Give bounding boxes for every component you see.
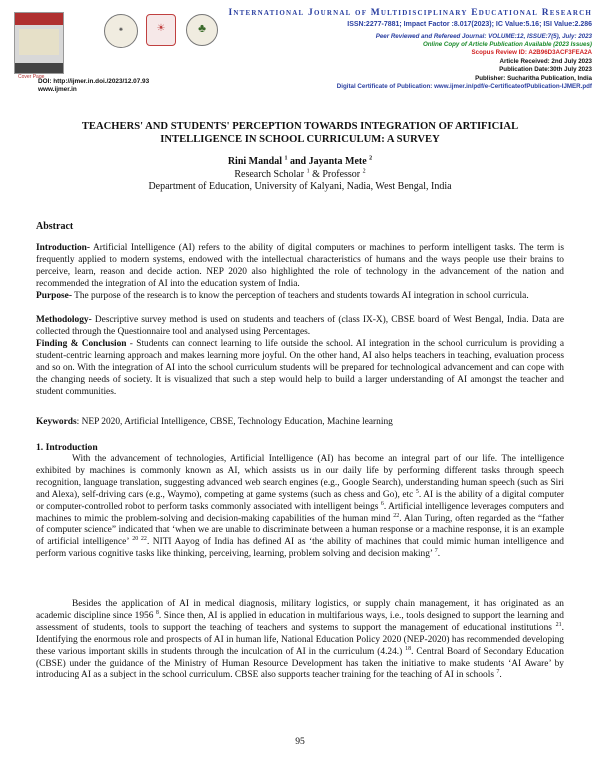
author-1: Rini Mandal: [227, 156, 282, 167]
introduction-paragraph-1: [36, 454, 564, 561]
author-roles: [40, 169, 560, 180]
abstract-findings: [36, 339, 564, 399]
author-1-mark: 1: [284, 155, 288, 162]
publisher-line: Publisher: Sucharitha Publication, India: [475, 75, 592, 82]
role-1-mark: 1: [306, 168, 310, 175]
cover-page-thumbnail: [14, 12, 64, 74]
online-copy-line: Online Copy of Article Publication Available (2023 Issues): [422, 41, 592, 48]
publisher-logo: ☀: [146, 14, 176, 46]
text-span: . AI is the ability of a digital computer or computer-controlled robot to perform tasks commonly associated with intelligent beings: [36, 489, 564, 512]
text-span: .: [437, 549, 441, 560]
intro-label: Introduction-: [36, 243, 91, 253]
method-text: Descriptive survey method is used on students and teachers of (class IX-X), CBSE board of West Bengal, India. Data are collected through the Questionnaire tool and analysed using Percentages.: [36, 315, 564, 337]
scopus-id-line: Scopus Review ID: A2B96D3ACF3FEA2A: [471, 49, 592, 56]
text-span: .: [499, 670, 502, 681]
citation: 20 22: [132, 536, 147, 543]
publication-date: Publication Date:30th July 2023: [499, 66, 592, 73]
author-join: and: [287, 156, 309, 167]
received-date: Article Received: 2nd July 2023: [499, 58, 592, 65]
keywords-label: Keywords: [36, 417, 77, 427]
finding-label: Finding & Conclusion: [36, 339, 127, 349]
citation: 21: [555, 621, 562, 628]
introduction-paragraph-2: [36, 599, 564, 682]
abstract-methodology: [36, 315, 564, 339]
text-span: . Alan Turing, often regarded as the “father of computer science” indicated that ‘when we are unable to discriminate between a human response or a machine response, it is an example of artificial intelligence’: [36, 513, 564, 548]
text-span: . NITI Aayog of India has defined AI as ‘the ability of machines that could mimic human intelligence and perform various cognitive tasks like thinking, perceiving, learning, problem solving and decision making’: [36, 537, 564, 560]
citation: 7: [434, 548, 438, 555]
text-span: With the advancement of technologies, Artificial Intelligence (AI) has become an integral part of our life. The intelligence exhibited by machines is commonly known as AI, which assists us in our daily life by performing different tasks through speech recognition, language translation, suggesting advanced web search engines (e.g., Google Search), understanding human speech (such as Siri and Alexa), self-driving cars (e.g., Waymo), competing at game systems (such as chess and Go), etc: [36, 454, 564, 500]
website-link[interactable]: www.ijmer.in: [38, 86, 77, 93]
page-number: 95: [295, 736, 305, 747]
citation: 22: [393, 512, 400, 519]
role-1: Research Scholar: [234, 169, 305, 180]
finding-text: - Students can connect learning to life outside the school. AI integration in the school curriculum is providing a student-centric learning approach and makes learning more joyful. On the other hand, AI also helps teachers in teaching, evaluation process and so on. With the integration of AI into the school curriculum students will be prepared for technological advancement and can cope with the changing needs of society. It is visualized that such a step would help to build a larger understanding of AI amongst the teacher and student communities.: [36, 339, 564, 397]
method-label: Methodology-: [36, 315, 92, 325]
citation: 18: [405, 645, 412, 652]
intro-text: Artificial Intelligence (AI) refers to the ability of digital computers or machines to perform intelligent tasks. The term is frequently applied to modern systems, endowed with the intellectual characteristics of humans and the ways people use their brains to perceive, learn, reason and decide action. NEP 2020 also highlighted the role of technology in the advancement of the nation and recommended the integration of AI into the education system of India.: [36, 243, 564, 289]
citation: 5: [415, 488, 419, 495]
citation: 6: [380, 500, 384, 507]
author-2: Jayanta Mete: [308, 156, 367, 167]
cover-caption: Cover Page: [18, 74, 45, 80]
abstract-purpose: [36, 291, 564, 303]
introduction-heading: 1. Introduction: [36, 442, 98, 453]
paper-title: [40, 120, 560, 146]
text-span: . Artificial intelligence leverages computers and machines to mimic the problem-solving and decision-making capabilities of the human mind: [36, 501, 564, 524]
abstract-introduction: [36, 243, 564, 291]
abstract-heading: Abstract: [36, 221, 74, 232]
role-join: &: [309, 169, 323, 180]
journal-seal-logo: ✺: [104, 14, 138, 48]
text-span: . Since then, AI is applied in education in multifarious ways, i.e., tools designed to support the learning and assessment of students, tools to support the teaching of teachers and systems to support the management of educational institutions: [36, 610, 564, 633]
keywords: [36, 417, 564, 429]
issn-line: ISSN:2277-7881; Impact Factor :8.017(2023); IC Value:5.16; ISI Value:2.286: [347, 21, 592, 28]
text-span: Besides the application of AI in medical diagnosis, military logistics, or supply chain management, it has originated as an academic discipline since 1956: [36, 599, 564, 621]
author-2-mark: 2: [369, 155, 373, 162]
purpose-label: Purpose-: [36, 291, 72, 301]
journal-title: International Journal of Multidisciplinary Educational Research: [228, 8, 592, 18]
role-2: Professor: [322, 169, 361, 180]
title-line-2: INTELLIGENCE IN SCHOOL CURRICULUM: A SURVEY: [160, 134, 440, 145]
authors: [40, 156, 560, 167]
peer-review-line: Peer Reviewed and Refereed Journal: VOLUME:12, ISSUE:7(5), July: 2023: [375, 33, 592, 40]
text-span: . Central Board of Secondary Education (CBSE) under the guidance of the Ministry of Human Resource Development has taken the initiative to make students ‘AI Aware’ by introducing AI as a subject in the school curriculum. CBSE also supports teacher training for the teaching of AI in schools: [36, 646, 564, 681]
affiliation: Department of Education, University of Kalyani, Nadia, West Bengal, India: [148, 181, 452, 192]
doi-link[interactable]: DOI: http://ijmer.in.doi./2023/12.07.93: [38, 78, 150, 85]
citation: 7: [496, 669, 500, 676]
purpose-text: The purpose of the research is to know the perception of teachers and students towards AI integration in school curricula.: [71, 291, 529, 301]
tree-emblem-logo: ♣: [186, 14, 218, 46]
citation: 8: [155, 609, 159, 616]
keywords-text: : NEP 2020, Artificial Intelligence, CBSE, Technology Education, Machine learning: [76, 417, 393, 427]
certificate-link[interactable]: Digital Certificate of Publication: www.ijmer.in/pdf/e-CertificateofPublication-IJMER.pdf: [336, 83, 592, 90]
role-2-mark: 2: [362, 168, 366, 175]
title-line-1: TEACHERS' AND STUDENTS' PERCEPTION TOWARDS INTEGRATION OF ARTIFICIAL: [81, 121, 519, 132]
text-span: . Identifying the enormous role and prospects of AI in human life, National Education Policy 2020 (NEP-2020) has recommended developing these various important skills in students through the inculcation of AI in the curriculum (4.24.): [36, 622, 564, 657]
